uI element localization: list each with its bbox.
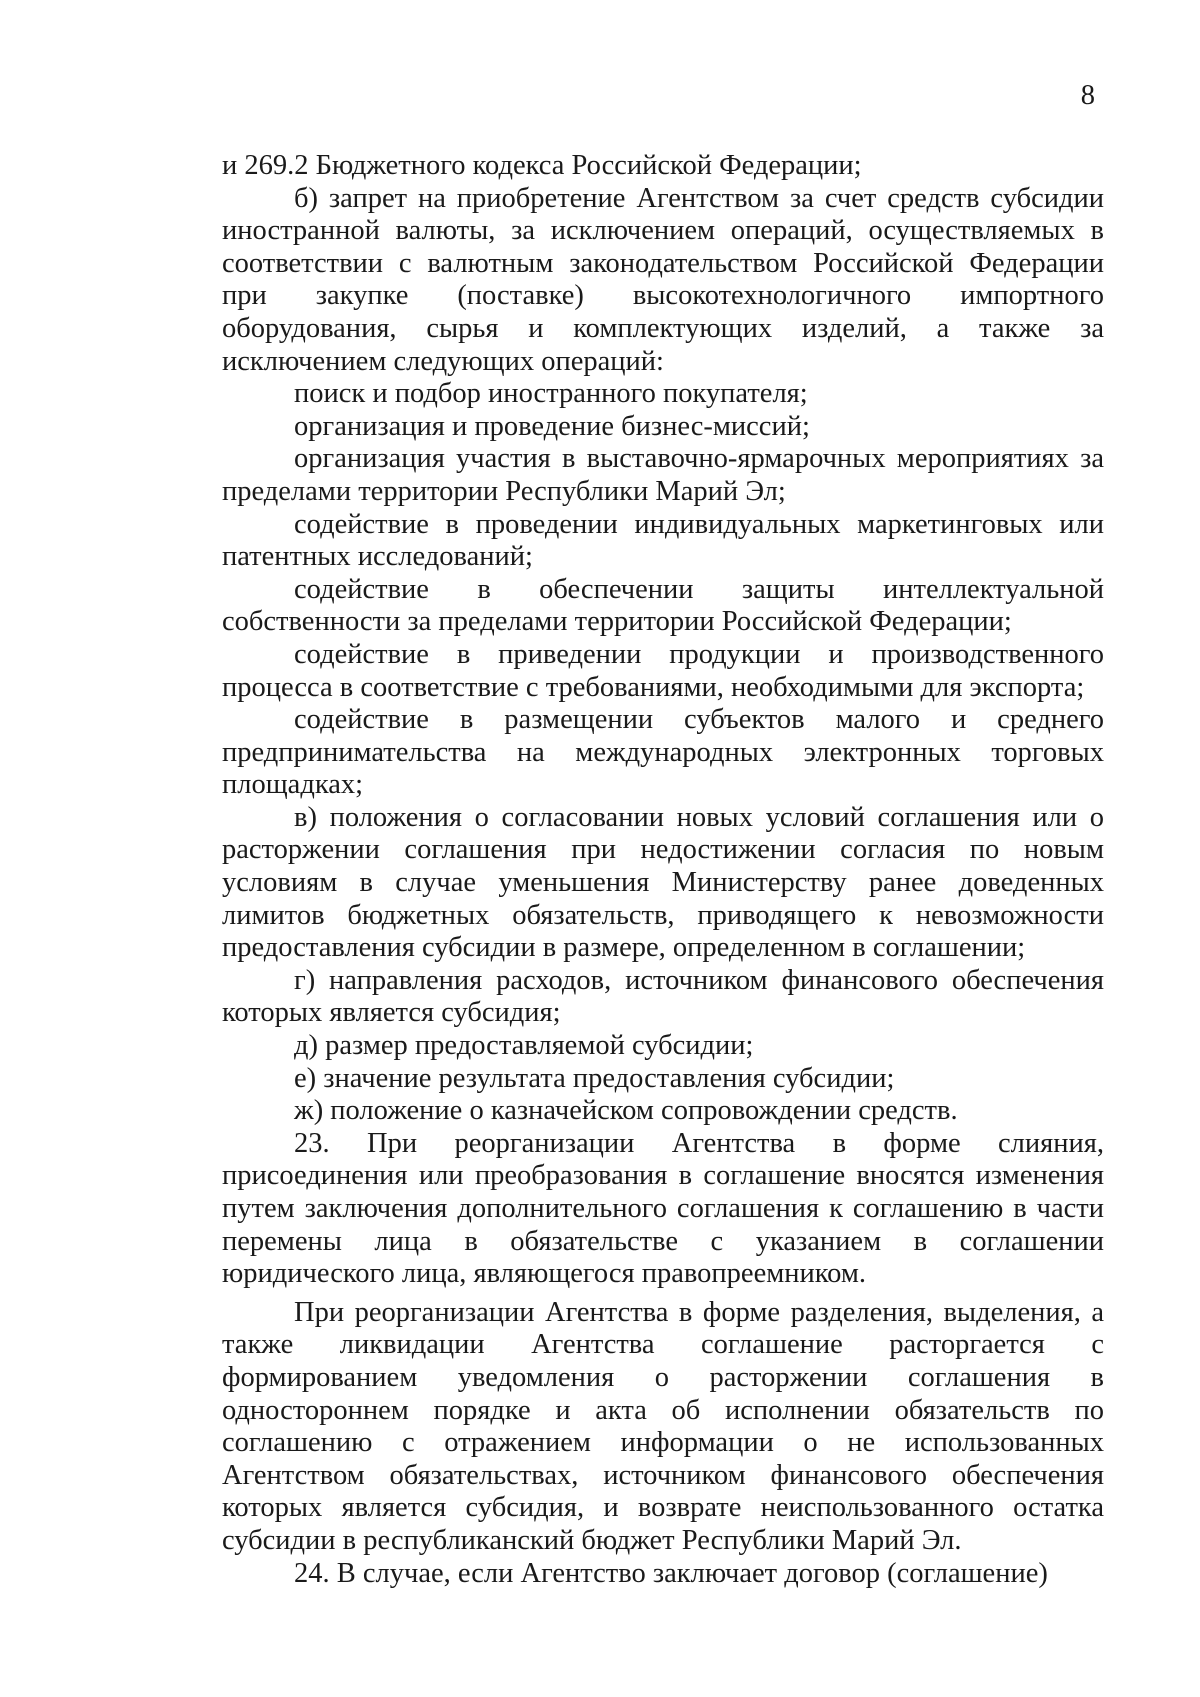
paragraph-item-b: б) запрет на приобретение Агентством за счет средств субсидии иностранной валюты, за исключением операций, осуществляемых в соответствии с валютным законодательством Российской Федерации при закупке (поставке) высокотехнологичного импортного оборудования, сырья и комплектующих изделий, а также за исключением следующих операций: (222, 182, 1104, 377)
paragraph-reorganization: При реорганизации Агентства в форме разделения, выделения, а также ликвидации Агентства соглашение расторгается с формированием уведомления о расторжении соглашения в одностороннем порядке и акта об исполнении обязательств по соглашению с отражением информации о не использованных Агентством обязательствах, источником финансового обеспечения которых является субсидия, и возврате неиспользованного остатка субсидии в республиканский бюджет Республики Марий Эл. (222, 1296, 1104, 1556)
document-body (222, 150, 1104, 1590)
paragraph-operation-4: содействие в проведении индивидуальных маркетинговых или патентных исследований; (222, 508, 1104, 573)
paragraph-continuation: и 269.2 Бюджетного кодекса Российской Федерации; (222, 150, 862, 181)
paragraph-item-v: в) положения о согласовании новых условий соглашения или о расторжении соглашения при недостижении согласия по новым условиям в случае уменьшения Министерству ранее доведенных лимитов бюджетных обязательств, приводящего к невозможности предоставления субсидии в размере, определенном в соглашении; (222, 801, 1104, 964)
paragraph-operation-2: организация и проведение бизнес-миссий; (294, 410, 810, 442)
paragraph-operation-5: содействие в обеспечении защиты интеллектуальной собственности за пределами территории Российской Федерации; (222, 573, 1104, 638)
paragraph-section-24: 24. В случае, если Агентство заключает договор (соглашение) (294, 1557, 1048, 1589)
paragraph-item-e: е) значение результата предоставления субсидии; (294, 1062, 895, 1094)
paragraph-item-zh: ж) положение о казначейском сопровождении средств. (294, 1095, 958, 1127)
paragraph-item-g: г) направления расходов, источником финансового обеспечения которых является субсидия; (222, 964, 1104, 1029)
paragraph-item-d: д) размер предоставляемой субсидии; (294, 1030, 754, 1062)
page-number: 8 (1080, 80, 1095, 111)
paragraph-operation-6: содействие в приведении продукции и производственного процесса в соответствие с требованиями, необходимыми для экспорта; (222, 638, 1104, 703)
paragraph-section-23: 23. При реорганизации Агентства в форме слияния, присоединения или преобразования в соглашение вносятся изменения путем заключения дополнительного соглашения к соглашению в части перемены лица в обязательстве с указанием в соглашении юридического лица, являющегося правопреемником. (222, 1127, 1104, 1290)
paragraph-operation-3: организация участия в выставочно-ярмарочных мероприятиях за пределами территории Республики Марий Эл; (222, 443, 1104, 507)
paragraph-operation-1: поиск и подбор иностранного покупателя; (294, 378, 808, 410)
paragraph-operation-7: содействие в размещении субъектов малого и среднего предпринимательства на международных электронных торговых площадках; (222, 704, 1104, 801)
